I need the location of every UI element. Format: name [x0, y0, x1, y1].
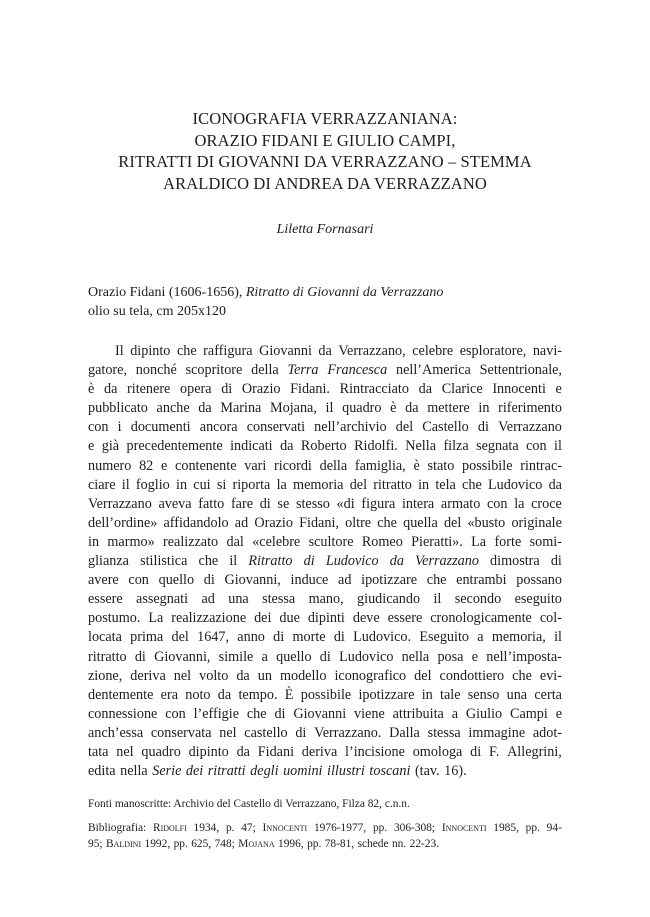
- text-line: avere con quello di Giovanni, induce ad ipotizzare che entrambi possano: [88, 572, 562, 589]
- title-line: ARALDICO DI ANDREA DA VERRAZZANO: [163, 173, 487, 193]
- text-line: locata prima del 1647, anno di morte di Ludovico. Eseguito a memoria, il: [88, 629, 562, 646]
- artwork-artist: Orazio Fidani (1606-1656),: [88, 285, 246, 300]
- title-line: ICONOGRAFIA VERRAZZANIANA:: [192, 109, 458, 128]
- text-line: tata nel quadro dipinto da Fidani deriva l’incisione omologa di F. Allegrini,: [88, 743, 562, 760]
- text-line: gatore, nonché scopritore della Terra Francesca nell’America Settentrionale,: [88, 362, 562, 379]
- author-name: Liletta Fornasari: [276, 222, 374, 237]
- manuscript-sources: Fonti manoscritte: Archivio del Castello di Verrazzano, Filza 82, c.n.n.: [88, 798, 410, 811]
- text-line: pubblicato anche da Marina Mojana, il quadro è da mettere in riferimento: [88, 400, 562, 417]
- text-line: edita nella Serie dei ritratti degli uomini illustri toscani (tav. 16).: [88, 763, 467, 780]
- artwork-artist-title-line: [88, 283, 562, 302]
- text-line: Bibliografia: Ridolfi 1934, p. 47; Innocenti 1976-1977, pp. 306-308; Innocenti 1985, pp. 94-: [88, 822, 562, 835]
- text-line: connessione con l’effigie che di Giovanni viene attribuita a Giulio Campi e: [88, 705, 562, 722]
- text-line: anch’essa conservata nel castello di Verrazzano. Dalla stessa immagine adot-: [88, 724, 562, 741]
- title-line: ORAZIO FIDANI E GIULIO CAMPI,: [194, 130, 456, 150]
- text-line: postumo. La realizzazione dei due dipinti deve essere cronologicamente col-: [88, 610, 562, 627]
- body-paragraph: [88, 342, 562, 781]
- artwork-caption: [88, 283, 562, 321]
- article-title: [88, 0, 562, 194]
- text-line: Verrazzano aveva fatto fare di se stesso «di figura intera armato con la croce: [88, 495, 562, 512]
- text-line: in marmo» realizzato dal «celebre scultore Romeo Pieratti». La forte somi-: [88, 533, 562, 550]
- text-line: dentemente era noto da tempo. È possibile ipotizzare in tale senso una certa: [88, 686, 562, 703]
- text-line: è da ritenere opera di Orazio Fidani. Rintracciato da Clarice Innocenti e: [88, 381, 562, 398]
- artwork-medium: olio su tela, cm 205x120: [88, 304, 227, 319]
- text-line: 95; Baldini 1992, pp. 625, 748; Mojana 1996, pp. 78-81, schede nn. 22-23.: [88, 838, 440, 851]
- artwork-title: Ritratto di Giovanni da Verrazzano: [245, 285, 444, 300]
- title-line: RITRATTI DI GIOVANNI DA VERRAZZANO – STEMMA: [118, 152, 532, 171]
- text-line: numero 82 e contenente vari ricordi della famiglia, è stato possibile rintrac-: [88, 457, 562, 474]
- text-line: essere assegnati ad una stessa mano, giudicando il secondo eseguito: [88, 591, 562, 608]
- bibliography: [88, 820, 562, 852]
- text-line: glianza stilistica che il Ritratto di Ludovico da Verrazzano dimostra di: [88, 553, 562, 570]
- text-line: ciare il foglio in cui si riporta la memoria del ritratto in tela che Ludovico da: [88, 476, 562, 493]
- text-line: con i documenti ancora conservati nell’archivio del Castello di Verrazzano: [88, 419, 562, 436]
- text-line: zione, deriva nel volto da un modello iconografico del condottiero che evi-: [88, 667, 562, 684]
- text-line: dell’ordine» affidandolo ad Orazio Fidani, oltre che quella del «busto originale: [88, 514, 562, 531]
- text-line: ritratto di Giovanni, simile a quello di Ludovico nella posa e nell’imposta-: [88, 648, 562, 665]
- text-line: Il dipinto che raffigura Giovanni da Verrazzano, celebre esploratore, navi-: [115, 343, 562, 359]
- text-line: e già precedentemente indicati da Roberto Ridolfi. Nella filza segnata con il: [88, 438, 562, 455]
